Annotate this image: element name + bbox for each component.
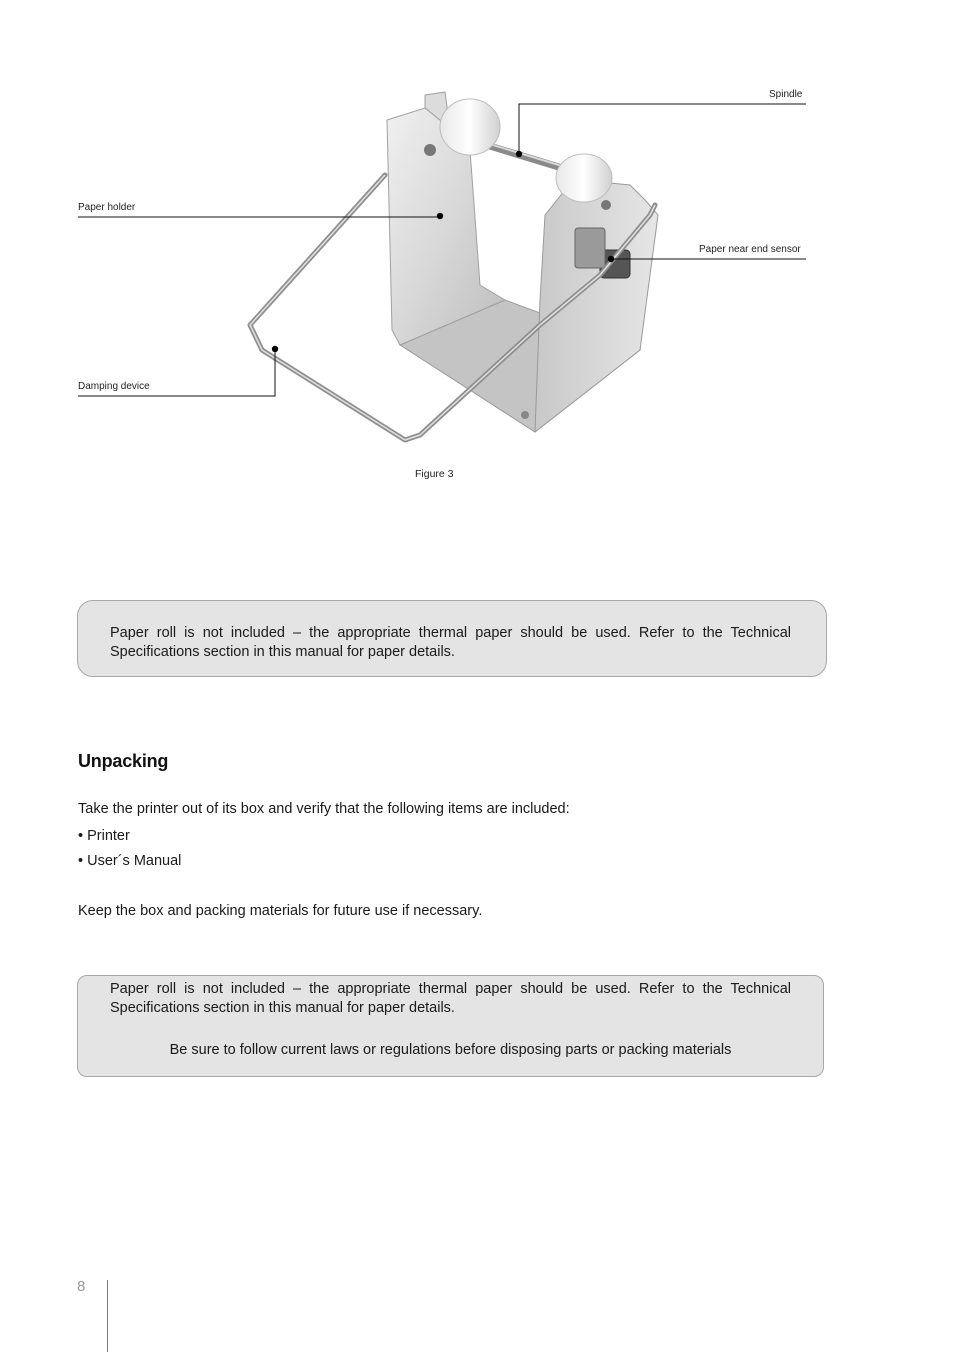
paper-holder-figure [0, 0, 954, 500]
disposal-note-text: Be sure to follow current laws or regulations before disposing parts or packing materials [169, 1042, 732, 1058]
paper-holder-label: Paper holder [78, 202, 136, 213]
list-item: • Printer [78, 828, 130, 844]
paper-roll-disposal-note [77, 975, 824, 1077]
section-heading: Unpacking [78, 751, 169, 771]
unpacking-intro: Take the printer out of its box and verify that the following items are included: [78, 801, 570, 817]
paper-holder-bracket [250, 92, 658, 440]
paper-roll-note [77, 600, 827, 677]
paper-roll-note-text: Paper roll is not included – the appropriate thermal paper should be used. Refer to the Technical Specifications section in this manual for paper details. [110, 981, 791, 1016]
damping-device-label: Damping device [78, 381, 150, 392]
paper-roll-note-text: Paper roll is not included – the appropriate thermal paper should be used. Refer to the Technical Specifications section in this manual for paper details. [110, 625, 791, 660]
spindle-label: Spindle [769, 89, 803, 100]
figure-caption: Figure 3 [415, 468, 454, 480]
included-items-list [78, 826, 181, 876]
page-number: 8 [77, 1278, 86, 1295]
page-rule [107, 1280, 108, 1352]
paper-near-end-sensor-label: Paper near end sensor [699, 244, 801, 255]
list-item: • User´s Manual [78, 853, 182, 869]
keep-box-text: Keep the box and packing materials for future use if necessary. [78, 903, 483, 919]
